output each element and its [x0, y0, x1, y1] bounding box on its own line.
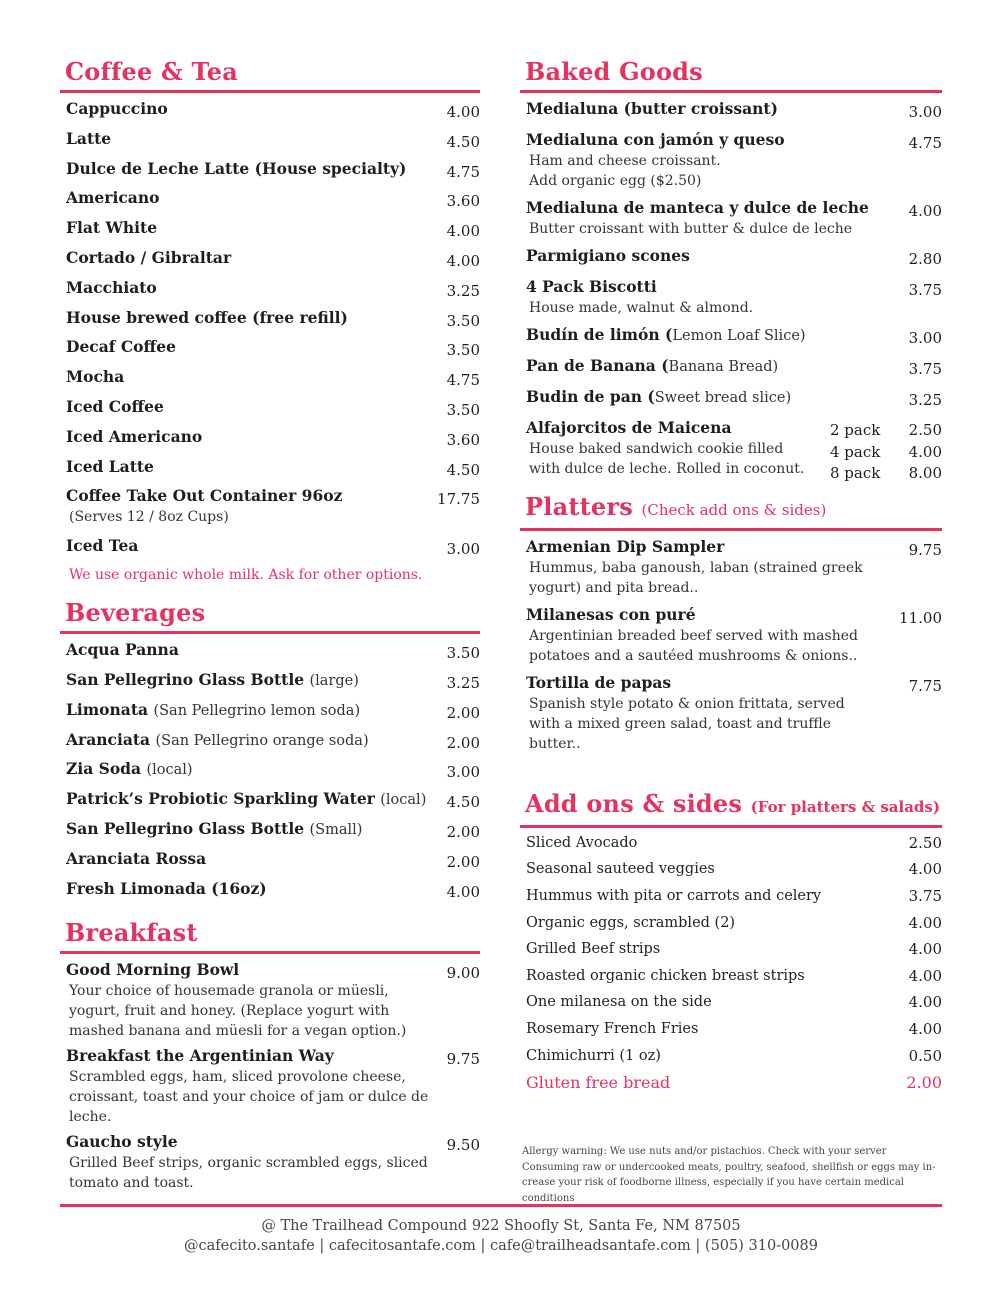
pack-price: 4.00 — [908, 442, 942, 461]
footer-contact: @cafecito.santafe | cafecitosantafe.com | cafe@trailheadsantafe.com | (505) 310-0089 — [184, 1238, 818, 1254]
item-name: Limonata — [66, 699, 149, 719]
menu-item — [66, 307, 480, 337]
item-price: 3.50 — [446, 311, 480, 330]
platters-section — [520, 493, 942, 754]
item-price: 4.50 — [446, 793, 480, 812]
menu-item — [66, 456, 480, 486]
item-price: 3.25 — [908, 391, 942, 409]
item-name: Dulce de Leche Latte (House specialty) — [66, 158, 407, 178]
item-name-wrap — [526, 355, 778, 378]
menu-item — [526, 386, 942, 411]
item-name-wrap — [66, 878, 267, 900]
addon-item — [526, 856, 942, 883]
item-price: 2.00 — [446, 852, 480, 871]
item-note: Lemon Loaf Slice) — [672, 328, 806, 344]
item-description: Butter croissant with butter & dulce de leche — [529, 221, 852, 237]
pack-label: 8 pack — [830, 464, 881, 482]
item-price: 4.00 — [446, 882, 480, 901]
menu-item — [526, 129, 942, 191]
item-name: Aranciata — [66, 729, 151, 749]
menu-item — [66, 729, 480, 759]
item-name: Zia Soda — [66, 759, 142, 779]
item-name: Decaf Coffee — [66, 337, 176, 357]
menu-item — [66, 758, 480, 788]
pack-row — [830, 442, 942, 464]
addon-price: 4.00 — [908, 993, 942, 1012]
item-name: Iced Latte — [66, 456, 154, 476]
item-price: 4.00 — [446, 103, 480, 121]
item-name-wrap — [66, 669, 359, 692]
allergy-line: Allergy warning: We use nuts and/or pistachios. Check with your server — [522, 1146, 887, 1157]
item-name: Aranciata Rossa — [66, 848, 207, 868]
platters-subtitle: (Check add ons & sides) — [641, 500, 827, 519]
item-name: Americano — [66, 188, 160, 208]
menu-item — [66, 247, 480, 277]
item-note: (San Pellegrino lemon soda) — [153, 702, 361, 719]
addon-name: Gluten free bread — [526, 1072, 671, 1092]
item-name: Medialuna (butter croissant) — [526, 99, 778, 118]
item-text — [66, 1045, 434, 1127]
pack-price: 2.50 — [908, 421, 942, 439]
addon-item — [526, 1042, 942, 1069]
item-price: 7.75 — [908, 676, 942, 695]
item-description: Spanish style potato & onion frittata, served with a mixed green salad, toast and truffle butter.. — [529, 695, 845, 752]
menu-item — [66, 1131, 480, 1193]
addon-name: Seasonal sauteed veggies — [526, 861, 715, 878]
item-name: Breakfast the Argentinian Way — [66, 1046, 334, 1066]
menu-item — [66, 699, 480, 729]
item-price: 4.50 — [446, 132, 480, 151]
item-description: (Serves 12 / 8oz Cups) — [69, 509, 229, 526]
item-price: 4.00 — [446, 222, 480, 241]
menu-item — [66, 878, 480, 908]
menu-item — [526, 536, 942, 598]
milk-note: We use organic whole milk. Ask for other options. — [69, 567, 423, 584]
pack-prices — [830, 417, 942, 485]
item-note: Banana Bread) — [668, 359, 779, 375]
item-name-wrap — [66, 848, 206, 870]
footer — [60, 1216, 942, 1256]
item-price: 3.25 — [446, 673, 480, 692]
item-text — [526, 672, 871, 754]
addon-item-highlight — [526, 1069, 942, 1096]
addon-price: 4.00 — [908, 913, 942, 932]
menu-item — [66, 959, 480, 1041]
item-price: 3.75 — [908, 360, 942, 378]
item-name: Gaucho style — [66, 1132, 178, 1152]
item-name: Acqua Panna — [66, 640, 179, 660]
item-name-wrap — [66, 699, 360, 722]
item-name: Pan de Banana ( — [526, 356, 669, 375]
item-name-wrap — [66, 758, 193, 781]
item-price: 9.50 — [446, 1136, 480, 1155]
menu-item — [66, 1045, 480, 1127]
item-price: 3.00 — [446, 540, 480, 559]
addon-item — [526, 1016, 942, 1043]
menu-item — [526, 98, 942, 123]
item-name: San Pellegrino Glass Bottle — [66, 818, 305, 838]
menu-item — [526, 355, 942, 380]
item-text — [526, 536, 866, 598]
item-name: Macchiato — [66, 277, 157, 297]
item-text — [526, 276, 896, 318]
addon-price: 2.50 — [908, 833, 942, 852]
item-name: Iced Coffee — [66, 396, 164, 416]
addon-price: 3.75 — [908, 886, 942, 905]
addon-item — [526, 936, 942, 963]
item-name: Budín de limón ( — [526, 325, 673, 344]
item-text — [66, 485, 434, 527]
menu-item — [526, 276, 942, 318]
menu-item — [66, 788, 480, 818]
menu-item — [66, 128, 480, 158]
section-title-platters — [520, 493, 942, 531]
item-price: 4.75 — [446, 371, 480, 390]
addons-section — [520, 790, 942, 1096]
item-description: Argentinian breaded beef served with mashed potatoes and a sautéed mushrooms & onions.. — [529, 627, 858, 664]
left-column — [60, 58, 480, 1197]
item-text — [526, 417, 818, 479]
item-name-wrap — [66, 729, 369, 752]
item-price: 3.00 — [908, 103, 942, 121]
item-price: 2.00 — [446, 733, 480, 752]
item-price: 3.50 — [446, 341, 480, 360]
section-title-beverages: Beverages — [60, 599, 480, 634]
item-name: Cortado / Gibraltar — [66, 247, 232, 267]
item-name: Flat White — [66, 218, 158, 238]
pack-label: 2 pack — [830, 421, 881, 439]
menu-item — [66, 669, 480, 699]
beverages-section — [60, 599, 480, 907]
menu-item — [66, 535, 480, 565]
item-text — [526, 197, 896, 239]
addon-item — [526, 883, 942, 910]
breakfast-section — [60, 919, 480, 1193]
item-price: 3.25 — [446, 281, 480, 300]
item-name-wrap — [526, 386, 791, 409]
baked-goods-section — [520, 58, 942, 485]
footer-divider — [60, 1204, 942, 1207]
item-note: (Small) — [309, 821, 363, 838]
item-name: Mocha — [66, 367, 125, 387]
menu-item — [66, 485, 480, 535]
addons-title: Add ons & sides — [525, 788, 743, 818]
addon-name: Chimichurri (1 oz) — [526, 1047, 661, 1064]
item-name-wrap — [526, 324, 806, 347]
item-price: 3.60 — [446, 192, 480, 211]
item-price: 3.00 — [446, 763, 480, 782]
platter-items — [520, 531, 942, 754]
menu-item — [66, 277, 480, 307]
item-price: 9.00 — [446, 964, 480, 983]
item-name-wrap — [66, 639, 179, 661]
item-price: 4.00 — [908, 202, 942, 220]
menu-item — [66, 336, 480, 366]
menu-item — [66, 217, 480, 247]
item-price: 3.00 — [908, 329, 942, 347]
menu-item — [526, 324, 942, 349]
menu-item — [526, 672, 942, 754]
item-note: (large) — [309, 672, 359, 689]
addon-price: 4.00 — [908, 940, 942, 959]
menu-item — [66, 848, 480, 878]
item-description: Grilled Beef strips, organic scrambled eggs, sliced tomato and toast. — [69, 1155, 428, 1192]
item-name: House brewed coffee (free refill) — [66, 307, 348, 327]
item-price: 11.00 — [899, 608, 942, 627]
menu-item — [526, 604, 942, 666]
pack-price: 8.00 — [908, 464, 942, 482]
item-name: Medialuna con jamón y queso — [526, 130, 785, 149]
item-price: 3.50 — [446, 644, 480, 663]
item-name: Coffee Take Out Container 96oz — [66, 486, 343, 506]
pack-label: 4 pack — [830, 442, 881, 461]
addon-price: 0.50 — [908, 1046, 942, 1065]
item-name: Cappuccino — [66, 99, 168, 118]
item-price: 4.75 — [446, 162, 480, 181]
item-name: Latte — [66, 128, 112, 148]
menu-item — [66, 818, 480, 848]
item-name: Iced Tea — [66, 536, 139, 556]
addon-name: Sliced Avocado — [526, 834, 638, 851]
item-text — [526, 129, 896, 191]
item-price: 3.50 — [446, 400, 480, 419]
item-name: San Pellegrino Glass Bottle — [66, 669, 305, 689]
pack-row — [830, 463, 942, 485]
menu-item — [66, 426, 480, 456]
addon-name: Organic eggs, scrambled (2) — [526, 914, 736, 931]
item-price: 17.75 — [437, 490, 480, 509]
item-price: 2.00 — [446, 822, 480, 841]
item-description-extra: Add organic egg ($2.50) — [529, 173, 702, 189]
item-description: Your choice of housemade granola or müesli, yogurt, fruit and honey. (Replace yogurt with mashed banana and müesli for a vegan option.) — [69, 983, 407, 1040]
addons-subtitle: (For platters & salads) — [750, 797, 940, 816]
item-text — [66, 1131, 434, 1193]
item-description: Hummus, baba ganoush, laban (strained greek yogurt) and pita bread.. — [529, 559, 863, 596]
menu-item — [66, 366, 480, 396]
item-price: 4.00 — [446, 251, 480, 270]
footer-address: @ The Trailhead Compound 922 Shoofly St, Santa Fe, NM 87505 — [261, 1218, 741, 1234]
item-name: Medialuna de manteca y dulce de leche — [526, 198, 869, 217]
section-title-baked: Baked Goods — [520, 58, 942, 93]
item-name: Patrick’s Probiotic Sparkling Water — [66, 789, 375, 809]
item-name: Armenian Dip Sampler — [526, 536, 725, 556]
baked-items — [520, 93, 942, 485]
platters-title: Platters — [525, 491, 633, 521]
pack-row — [830, 420, 942, 442]
item-price: 4.50 — [446, 460, 480, 479]
item-price: 9.75 — [908, 540, 942, 559]
item-note: (San Pellegrino orange soda) — [155, 732, 369, 749]
addon-price: 4.00 — [908, 1019, 942, 1038]
coffee-items — [60, 93, 480, 585]
menu-item — [66, 187, 480, 217]
addon-name: Roasted organic chicken breast strips — [526, 967, 805, 984]
item-note: Sweet bread slice) — [654, 390, 792, 406]
item-name: Alfajorcitos de Maicena — [526, 418, 732, 437]
item-name: Milanesas con puré — [526, 604, 696, 624]
item-text — [526, 604, 866, 666]
item-description: House made, walnut & almond. — [529, 300, 754, 316]
breakfast-items — [60, 954, 480, 1193]
addon-price: 4.00 — [908, 860, 942, 879]
section-title-addons — [520, 790, 942, 828]
item-price: 3.75 — [908, 281, 942, 299]
coffee-tea-section — [60, 58, 480, 585]
addon-name: Grilled Beef strips — [526, 941, 661, 958]
section-title-breakfast: Breakfast — [60, 919, 480, 954]
addon-name: Hummus with pita or carrots and celery — [526, 887, 822, 904]
item-text — [66, 959, 434, 1041]
item-note: (local) — [380, 792, 427, 809]
alfajor-item — [526, 417, 942, 485]
right-column — [520, 58, 942, 1095]
item-name: 4 Pack Biscotti — [526, 277, 657, 296]
item-name: Fresh Limonada (16oz) — [66, 878, 267, 898]
addon-items — [520, 828, 942, 1096]
item-description: Ham and cheese croissant. — [529, 153, 721, 169]
menu-item — [66, 639, 480, 669]
item-price: 2.00 — [446, 703, 480, 722]
item-name: Budin de pan ( — [526, 387, 655, 406]
beverage-items — [60, 634, 480, 907]
addon-price: 4.00 — [908, 966, 942, 985]
item-name: Parmigiano scones — [526, 246, 690, 265]
item-price: 9.75 — [446, 1050, 480, 1069]
item-name-wrap — [66, 818, 362, 841]
item-name-wrap — [66, 788, 426, 811]
item-name: Tortilla de papas — [526, 672, 672, 692]
menu-item — [66, 98, 480, 128]
allergy-warning — [522, 1144, 942, 1206]
addon-name: Rosemary French Fries — [526, 1020, 699, 1037]
addon-item — [526, 989, 942, 1016]
item-note: (local) — [146, 762, 193, 779]
item-price: 2.80 — [908, 250, 942, 268]
item-name: Iced Americano — [66, 426, 203, 446]
addon-item — [526, 909, 942, 936]
allergy-line: crease your risk of foodborne illness, especially if you have certain medical conditions — [522, 1177, 904, 1204]
item-description: Scrambled eggs, ham, sliced provolone cheese, croissant, toast and your choice of jam or dulce de leche. — [69, 1069, 429, 1126]
menu-item — [526, 197, 942, 239]
item-price: 4.75 — [908, 134, 942, 152]
addon-item — [526, 962, 942, 989]
addon-name: One milanesa on the side — [526, 994, 712, 1011]
allergy-line: Consuming raw or undercooked meats, poultry, seafood, shellfish or eggs may in- — [522, 1161, 936, 1173]
item-price: 3.60 — [446, 430, 480, 449]
section-title-coffee: Coffee & Tea — [60, 58, 480, 93]
item-name: Good Morning Bowl — [66, 960, 240, 980]
menu-item — [526, 245, 942, 270]
menu-item — [66, 158, 480, 188]
menu-item — [66, 396, 480, 426]
item-description: House baked sandwich cookie filled with dulce de leche. Rolled in coconut. — [529, 441, 805, 477]
addon-price: 2.00 — [906, 1072, 942, 1092]
addon-item — [526, 830, 942, 857]
